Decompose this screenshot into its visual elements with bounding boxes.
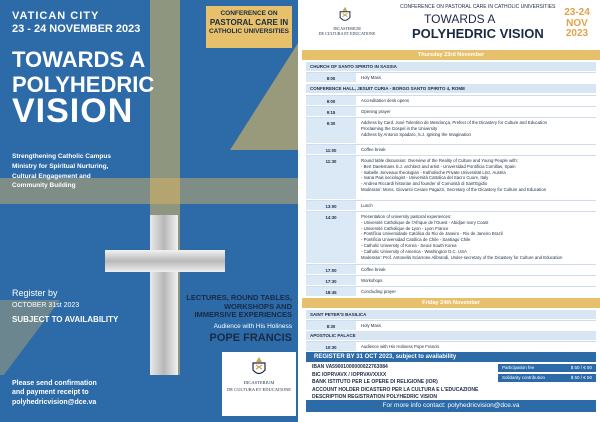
event-city: VATICAN CITY [12, 10, 100, 22]
schedule-row [306, 341, 596, 351]
day-header: Friday 24th November [302, 298, 600, 308]
venue-label: CHURCH OF SANTO SPIRITO IN SASSIA [306, 62, 596, 71]
schedule-text: Audience with His Holiness Pope Francis [361, 344, 440, 349]
schedule-row [306, 275, 596, 285]
fee-row [498, 374, 596, 382]
availability-note: SUBJECT TO AVAILABILITY [12, 315, 119, 324]
schedule-row [306, 264, 596, 274]
decor-triangle [0, 300, 60, 380]
lectures-text [156, 294, 292, 320]
schedule-text: Holy Mass [361, 75, 382, 80]
schedule-time: 9:30 [306, 118, 356, 143]
venue-label: SAINT PETER'S BASILICA [306, 310, 596, 319]
fee-row [498, 364, 596, 372]
schedule-text: Coffee break [361, 147, 386, 152]
venue-label: APOSTOLIC PALACE [306, 331, 596, 340]
lectures-line: LECTURES, ROUND TABLES, [186, 293, 292, 302]
schedule-time: 17:00 [306, 265, 356, 274]
dicastery-logo [222, 352, 296, 416]
conference-line: CONFERENCE ON [220, 10, 278, 17]
schedule-text: Lunch [361, 203, 373, 208]
fee-value: $ 50 / € 50 [570, 375, 592, 380]
schedule-text: Address by Card. José Tolentino de Mendonça, Prefect of the Dicastery for Culture and Education Proclaiming the Gospel in the University Address by Antonio Spadaro, S.J. Igniting the Imagination [361, 120, 547, 137]
poster-description: Strengthening Catholic Campus Ministry for Spiritual Nurturing, Cultural Engagement and Community Building [12, 153, 111, 190]
schedule-row [306, 144, 596, 154]
dicastery-line: DICASTERIUM [333, 26, 361, 31]
fees-box [498, 364, 596, 384]
schedule-row [306, 72, 596, 82]
bank-line: ACCOUNT HOLDER DICASTERO PER LA CULTURA E L'EDUCAZIONE [312, 386, 479, 393]
schedule-time: 13:00 [306, 201, 356, 210]
logo-text: DE CULTURA ET EDUCATIONE [227, 387, 291, 393]
lectures-line: IMMERSIVE EXPERIENCES [194, 310, 292, 320]
pope-name: POPE FRANCIS [209, 332, 292, 344]
schedule-time: 8:00 [306, 73, 356, 82]
schedule-text: Presentation of university pastoral experiences: - Université Catholique de l'Afrique de l'Ouest - Abidjan Ivory Coast - Université Catholique de Lyon - Lyon France - Pontifícia Universidade Católica do Rio de Janeiro - Rio de Janeiro Brazil - Pontificia Universidad Católica de Chile - Santiago Chile - Catholic University of Korea - Seoul South Korea - Catholic University of America - Washington D.C. USA Moderator: Prof. Antonella Sciarrone Alibrandi, Under-secretary of the Dicastery for Culture and Education [361, 214, 563, 260]
schedule-time: 11:30 [306, 156, 356, 199]
program-title-line: POLYHEDRIC VISION [412, 26, 544, 41]
fee-label: Participation fee [502, 365, 535, 370]
send-confirmation-text [12, 379, 97, 407]
schedule-time: 11:00 [306, 145, 356, 154]
cross-graphic [105, 250, 225, 272]
schedule-row [306, 286, 596, 296]
program-sheet [302, 0, 600, 422]
bank-line: BIC IOPRVAVX / IOPRVAVXXXX [312, 371, 387, 378]
papal-crest-icon [248, 356, 270, 378]
papal-crest-icon [336, 6, 354, 24]
schedule-row [306, 320, 596, 330]
venue-label: CONFERENCE HALL, JESUIT CURIA - BORGO SANTO SPIRITO 4, ROME [306, 84, 596, 93]
event-dates: 23 - 24 NOVEMBER 2023 [12, 23, 141, 35]
schedule-row [306, 155, 596, 199]
fee-value: $ 50 / € 50 [570, 365, 592, 370]
schedule-row [306, 95, 596, 105]
conference-line: PASTORAL CARE IN [209, 18, 289, 28]
bank-line: DESCRIPTION REGISTRATION POLYHEDRIC VISION [312, 394, 438, 400]
schedule-text: Holy Mass [361, 323, 382, 328]
date-line: 23-24 [564, 7, 590, 18]
day-header: Thursday 23rd November [302, 50, 600, 60]
register-deadline: OCTOBER 31st 2023 [12, 302, 80, 309]
schedule-text: Concluding prayer [361, 289, 396, 294]
schedule-row [306, 200, 596, 210]
fee-label: Solidarity contribution [502, 375, 546, 380]
conference-line: CATHOLIC UNIVERSITIES [208, 28, 290, 36]
date-line: NOV [566, 17, 588, 29]
audience-label: Audience with His Holiness [213, 323, 292, 330]
schedule-time: 8:30 [306, 321, 356, 330]
dicastery-label [312, 27, 382, 37]
bank-line: BANK ISTITUTO PER LE OPERE DI RELIGIONE (IOR) [312, 379, 438, 385]
send-line: Please send confirmation [12, 380, 97, 387]
bank-details [312, 364, 492, 402]
send-line: and payment receipt to [12, 389, 89, 397]
poster-title-line: TOWARDS A [12, 47, 146, 72]
schedule-row [306, 211, 596, 263]
schedule-row [306, 117, 596, 143]
date-line: 2023 [565, 28, 589, 39]
schedule-text: Workshops [361, 278, 383, 283]
schedule-time: 17:30 [306, 276, 356, 285]
schedule-time: 18:45 [306, 287, 356, 296]
schedule-time: 9:15 [306, 107, 356, 116]
decor-triangle [230, 40, 298, 150]
program-date-badge [557, 8, 597, 40]
dicastery-line: DE CULTURA ET EDUCATIONE [318, 30, 376, 36]
schedule-time: 9:00 [306, 96, 356, 105]
schedule-text: Opening prayer [361, 109, 391, 114]
logo-text: DICASTERIUM [243, 380, 275, 385]
program-title-line: TOWARDS A [424, 12, 496, 26]
schedule-time: 10:30 [306, 342, 356, 351]
bank-line: IBAN VA59001000000022763084 [312, 364, 388, 370]
registration-bar: REGISTER BY 31 OCT 2023, subject to availability [306, 352, 596, 362]
conference-badge [206, 6, 292, 48]
schedule-text: Accreditation desk opens [361, 98, 410, 103]
poster-title-line: POLYHEDRIC [12, 72, 155, 97]
register-by-label: Register by [12, 288, 58, 298]
schedule-text: Coffee break [361, 267, 386, 272]
contact-bar[interactable]: For more info contact: polyhedricvision@dce.va [306, 400, 596, 412]
poster-title-line: VISION [12, 92, 134, 130]
program-header [302, 0, 600, 50]
schedule-time: 14:30 [306, 212, 356, 263]
schedule-text: Round table discussion: Overview of the Reality of Culture and Young People with: - Bert Daelemans S.J. architect and artist - Universidad Pontificia Comillas, Spain - Isabelle Jonveaux theologian - Katholische Private Universität Linz, Austria - Ivana Pais sociologist - Università Cattolica del Sacro Cuore, Italy - Andrea Riccardi historian and founder of Comunità di Sant'Egidio Moderator: Mons. Giovanni Cesare Pagazzi, Secretary of the Dicastery for Culture and Education [361, 158, 547, 192]
schedule-row [306, 106, 596, 116]
contact-email[interactable]: polyhedricvision@dce.va [12, 398, 97, 406]
program-conference-label: CONFERENCE ON PASTORAL CARE IN CATHOLIC UNIVERSITIES [400, 4, 556, 10]
lectures-line: WORKSHOPS AND [223, 301, 292, 311]
event-poster [0, 0, 298, 422]
